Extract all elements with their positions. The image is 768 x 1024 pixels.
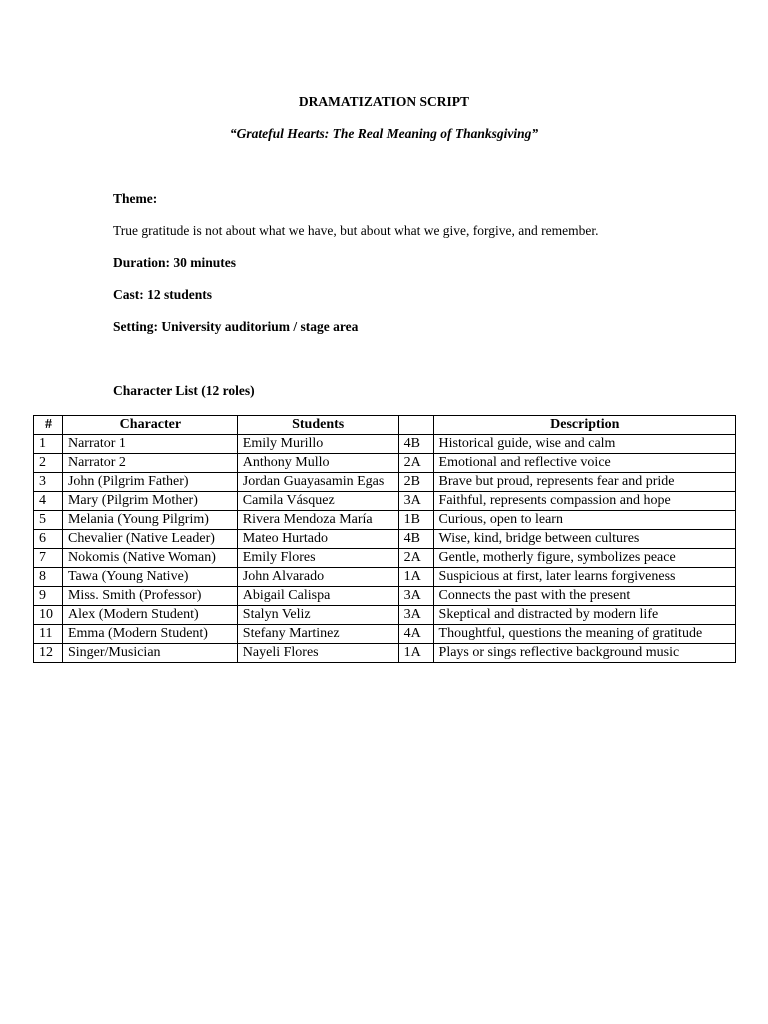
cell-student: Nayeli Flores xyxy=(237,644,398,663)
table-row xyxy=(34,530,736,549)
header-group xyxy=(398,416,433,435)
table-row xyxy=(34,549,736,568)
cell-number: 12 xyxy=(34,644,63,663)
table-row xyxy=(34,606,736,625)
header-description: Description xyxy=(433,416,735,435)
cell-number: 3 xyxy=(34,473,63,492)
cell-character: Narrator 2 xyxy=(62,454,237,473)
cell-number: 5 xyxy=(34,511,63,530)
cell-student: Rivera Mendoza María xyxy=(237,511,398,530)
cell-character: Nokomis (Native Woman) xyxy=(62,549,237,568)
cell-description: Gentle, motherly figure, symbolizes peace xyxy=(433,549,735,568)
cell-student: Jordan Guayasamin Egas xyxy=(237,473,398,492)
cell-character: Narrator 1 xyxy=(62,435,237,454)
table-row xyxy=(34,492,736,511)
header-students: Students xyxy=(237,416,398,435)
cell-group: 3A xyxy=(398,587,433,606)
cell-character: Miss. Smith (Professor) xyxy=(62,587,237,606)
cell-group: 1B xyxy=(398,511,433,530)
cell-description: Brave but proud, represents fear and pride xyxy=(433,473,735,492)
cell-number: 8 xyxy=(34,568,63,587)
cell-number: 10 xyxy=(34,606,63,625)
cell-student: Abigail Calispa xyxy=(237,587,398,606)
cell-character: John (Pilgrim Father) xyxy=(62,473,237,492)
cell-character: Tawa (Young Native) xyxy=(62,568,237,587)
cell-student: John Alvarado xyxy=(237,568,398,587)
cell-student: Stefany Martinez xyxy=(237,625,398,644)
cell-group: 4A xyxy=(398,625,433,644)
table-header-row xyxy=(34,416,736,435)
cell-character: Emma (Modern Student) xyxy=(62,625,237,644)
cell-description: Thoughtful, questions the meaning of gratitude xyxy=(433,625,735,644)
cell-description: Wise, kind, bridge between cultures xyxy=(433,530,735,549)
table-row xyxy=(34,625,736,644)
cell-number: 4 xyxy=(34,492,63,511)
cell-character: Mary (Pilgrim Mother) xyxy=(62,492,237,511)
cell-student: Emily Murillo xyxy=(237,435,398,454)
cell-group: 1A xyxy=(398,644,433,663)
table-row xyxy=(34,511,736,530)
cell-student: Emily Flores xyxy=(237,549,398,568)
cell-group: 4B xyxy=(398,530,433,549)
cell-student: Anthony Mullo xyxy=(237,454,398,473)
cell-description: Curious, open to learn xyxy=(433,511,735,530)
cell-number: 9 xyxy=(34,587,63,606)
theme-label: Theme: xyxy=(113,191,158,206)
cell-character: Melania (Young Pilgrim) xyxy=(62,511,237,530)
cell-student: Stalyn Veliz xyxy=(237,606,398,625)
cell-number: 7 xyxy=(34,549,63,568)
cell-group: 3A xyxy=(398,606,433,625)
cell-character: Alex (Modern Student) xyxy=(62,606,237,625)
setting-line: Setting: University auditorium / stage area xyxy=(113,319,359,334)
cell-group: 1A xyxy=(398,568,433,587)
table-row xyxy=(34,644,736,663)
cell-student: Camila Vásquez xyxy=(237,492,398,511)
cell-group: 2A xyxy=(398,454,433,473)
header-number: # xyxy=(34,416,63,435)
cast-line: Cast: 12 students xyxy=(113,287,213,302)
theme-text: True gratitude is not about what we have, but about what we give, forgive, and remember. xyxy=(113,223,599,238)
cell-number: 2 xyxy=(34,454,63,473)
character-table xyxy=(33,415,736,663)
cell-number: 11 xyxy=(34,625,63,644)
cell-group: 3A xyxy=(398,492,433,511)
table-row xyxy=(34,568,736,587)
cell-group: 4B xyxy=(398,435,433,454)
table-row xyxy=(34,473,736,492)
cell-description: Emotional and reflective voice xyxy=(433,454,735,473)
table-row xyxy=(34,435,736,454)
cell-description: Plays or sings reflective background music xyxy=(433,644,735,663)
cell-group: 2A xyxy=(398,549,433,568)
cell-student: Mateo Hurtado xyxy=(237,530,398,549)
cell-group: 2B xyxy=(398,473,433,492)
cell-description: Skeptical and distracted by modern life xyxy=(433,606,735,625)
cell-description: Suspicious at first, later learns forgiveness xyxy=(433,568,735,587)
cell-number: 1 xyxy=(34,435,63,454)
duration-line: Duration: 30 minutes xyxy=(113,255,237,270)
cell-character: Chevalier (Native Leader) xyxy=(62,530,237,549)
cell-character: Singer/Musician xyxy=(62,644,237,663)
cell-description: Historical guide, wise and calm xyxy=(433,435,735,454)
document-subtitle: “Grateful Hearts: The Real Meaning of Thanksgiving” xyxy=(229,126,539,141)
document-title: DRAMATIZATION SCRIPT xyxy=(298,94,470,109)
cell-description: Faithful, represents compassion and hope xyxy=(433,492,735,511)
header-character: Character xyxy=(62,416,237,435)
character-list-title: Character List (12 roles) xyxy=(113,383,255,398)
cell-number: 6 xyxy=(34,530,63,549)
table-row xyxy=(34,454,736,473)
table-row xyxy=(34,587,736,606)
cell-description: Connects the past with the present xyxy=(433,587,735,606)
